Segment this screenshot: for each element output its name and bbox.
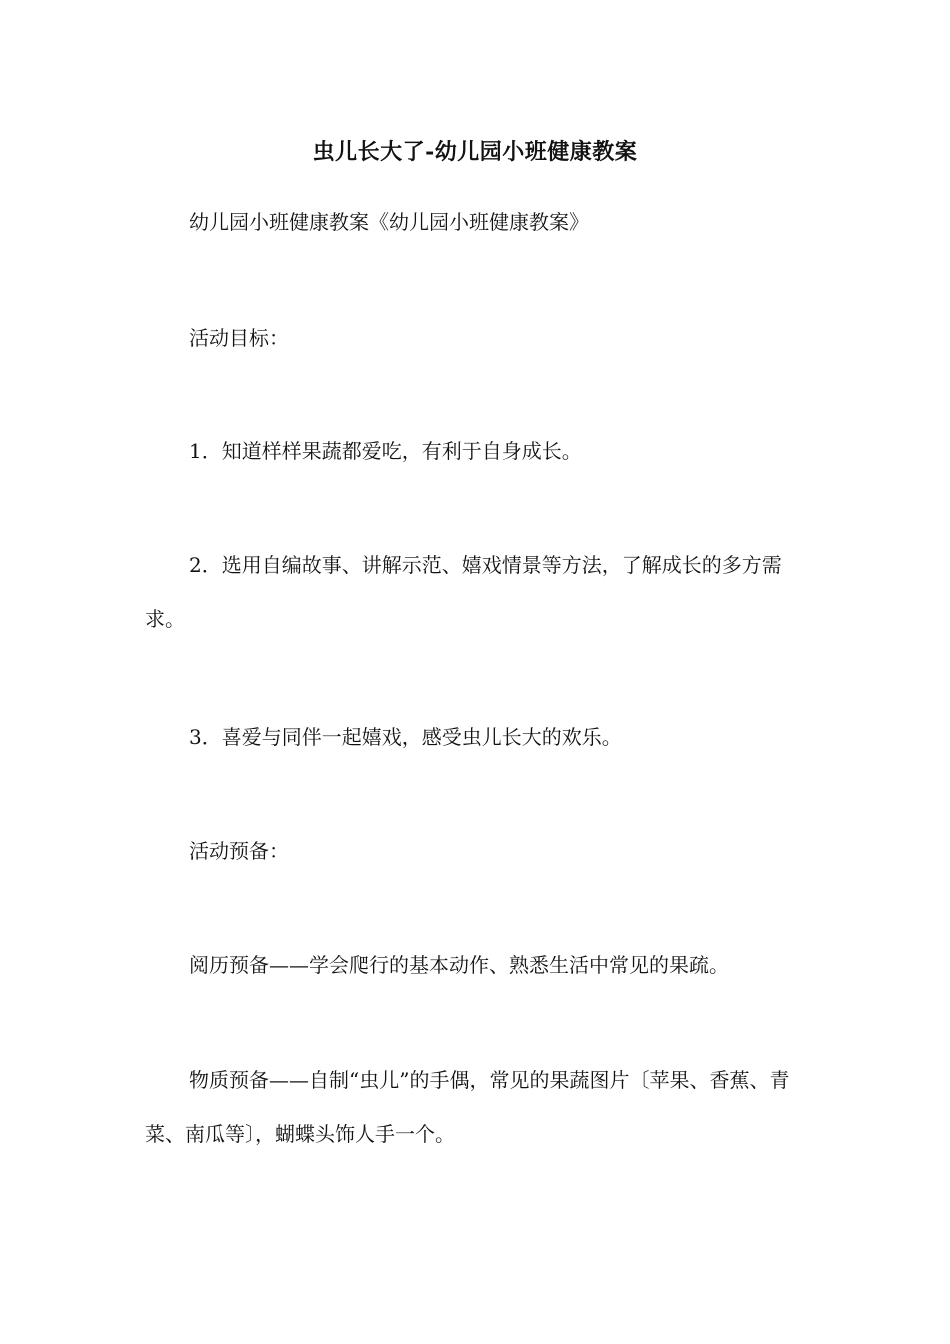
objective-item-2: 2．选用自编故事、讲解示范、嬉戏情景等方法，了解成长的多方需求。 <box>145 553 782 631</box>
experience-preparation: 阅历预备——学会爬行的基本动作、熟悉生活中常见的果疏。 <box>189 953 729 977</box>
preparation-heading: 活动预备： <box>189 839 289 863</box>
objectives-heading: 活动目标： <box>189 326 289 350</box>
material-preparation: 物质预备——自制“虫儿”的手偶，常见的果蔬图片〔苹果、香蕉、青菜、南瓜等〕，蝴蝶头饰人手一个。 <box>145 1068 790 1146</box>
objective-item-1: 1．知道样样果蔬都爱吃，有利于自身成长。 <box>189 439 582 463</box>
intro-paragraph: 幼儿园小班健康教案《幼儿园小班健康教案》 <box>189 210 589 234</box>
document-title: 虫儿长大了-幼儿园小班健康教案 <box>312 139 638 165</box>
objective-item-3: 3．喜爱与同伴一起嬉戏，感受虫儿长大的欢乐。 <box>189 725 622 749</box>
